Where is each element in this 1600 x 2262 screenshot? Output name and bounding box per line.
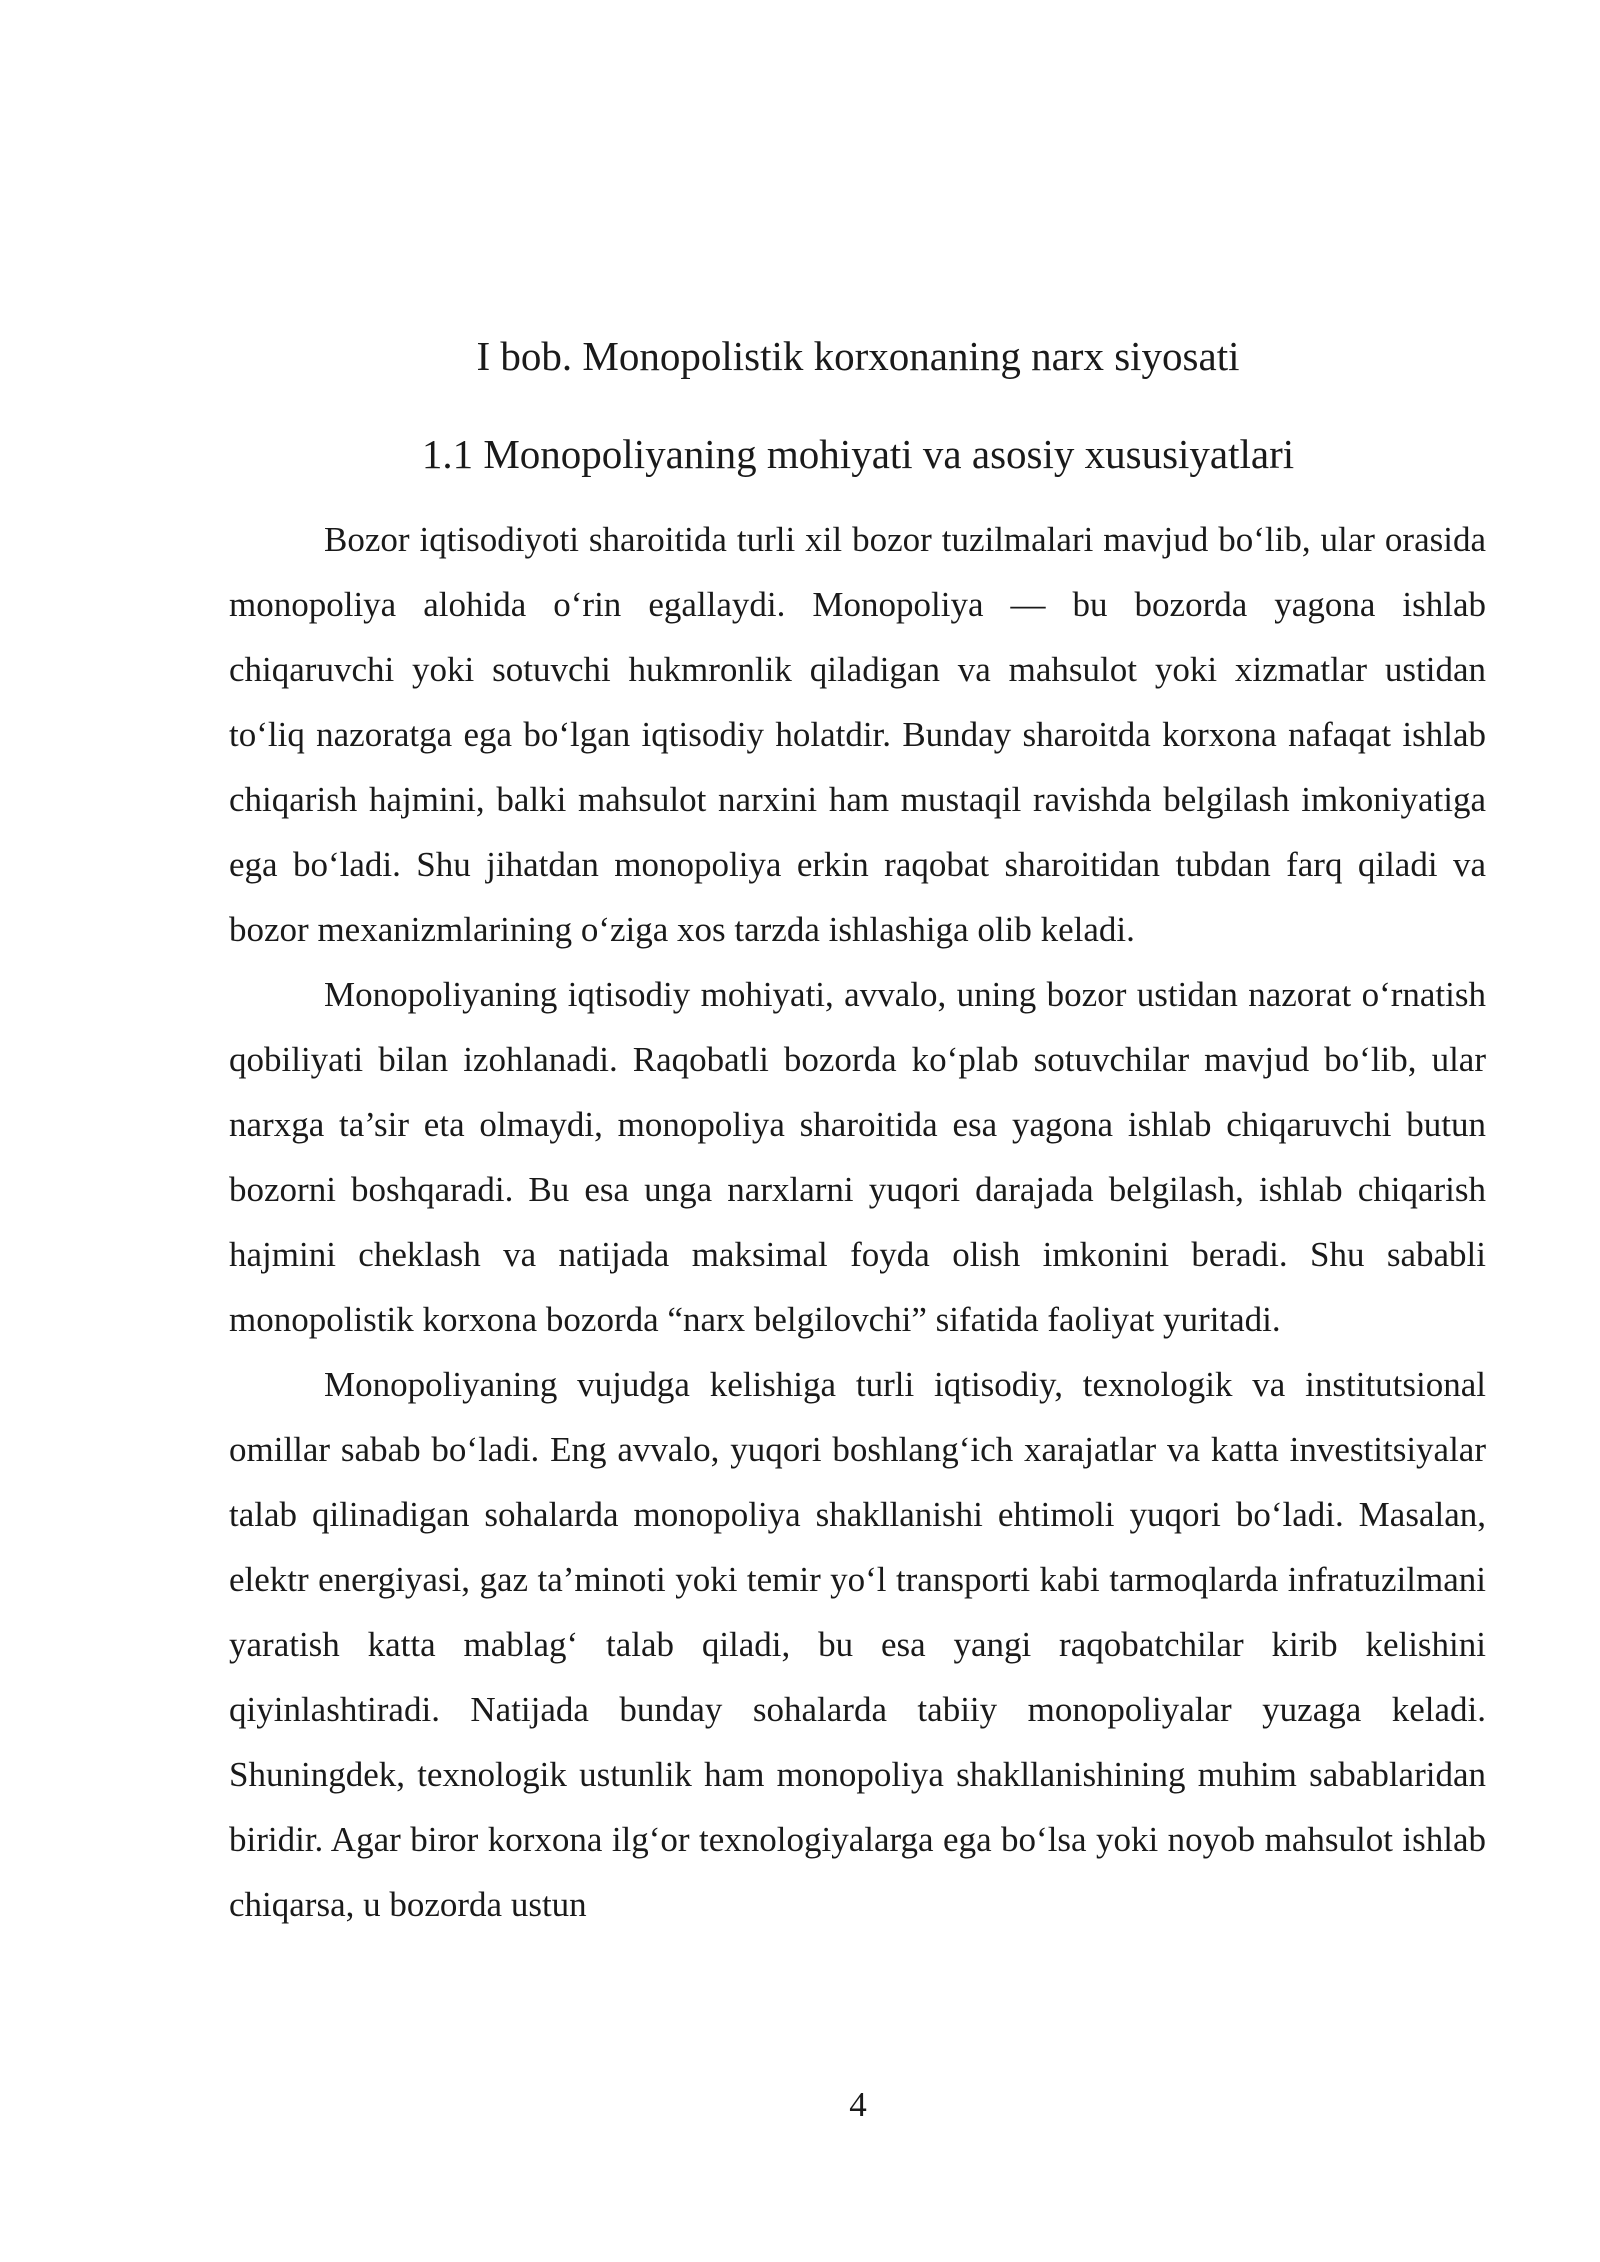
page-number: 4 xyxy=(849,2085,867,2124)
paragraph: Monopoliyaning iqtisodiy mohiyati, avvalo, uning bozor ustidan nazorat o‘rnatish qobiliyati bilan izohlanadi. Raqobatli bozorda ko‘plab sotuvchilar mavjud bo‘lib, ular narxga ta’sir eta olmaydi, monopoliya sharoitida esa yagona ishlab chiqaruvchi butun bozorni boshqaradi. Bu esa unga narxlarni yuqori darajada belgilash, ishlab chiqarish hajmini cheklash va natijada maksimal foyda olish imkonini beradi. Shu sababli monopolistik korxona bozorda “narx belgilovchi” sifatida faoliyat yuritadi. xyxy=(229,975,1486,1339)
paragraph: Monopoliyaning vujudga kelishiga turli iqtisodiy, texnologik va institutsional omillar sabab bo‘ladi. Eng avvalo, yuqori boshlang‘ich xarajatlar va katta investitsiyalar talab qilinadigan sohalarda monopoliya shakllanishi ehtimoli yuqori bo‘ladi. Masalan, elektr energiyasi, gaz ta’minoti yoki temir yo‘l transporti kabi tarmoqlarda infratuzilmani yaratish katta mablag‘ talab qiladi, bu esa yangi raqobatchilar kirib kelishini qiyinlashtiradi. Natijada bunday sohalarda tabiiy monopoliyalar yuzaga keladi. Shuningdek, texnologik ustunlik ham monopoliya shakllanishining muhim sabablaridan biridir. Agar biror korxona ilg‘or texnologiyalarga ega bo‘lsa yoki noyob mahsulot ishlab chiqarsa, u bozorda ustun xyxy=(229,1365,1486,1924)
body-text xyxy=(229,507,1486,1937)
section-title: 1.1 Monopoliyaning mohiyati va asosiy xususiyatlari xyxy=(421,431,1295,477)
chapter-title: I bob. Monopolistik korxonaning narx siyosati xyxy=(476,333,1240,379)
paragraph: Bozor iqtisodiyoti sharoitida turli xil bozor tuzilmalari mavjud bo‘lib, ular orasida monopoliya alohida o‘rin egallaydi. Monopoliya — bu bozorda yagona ishlab chiqaruvchi yoki sotuvchi hukmronlik qiladigan va mahsulot yoki xizmatlar ustidan to‘liq nazoratga ega bo‘lgan iqtisodiy holatdir. Bunday sharoitda korxona nafaqat ishlab chiqarish hajmini, balki mahsulot narxini ham mustaqil ravishda belgilash imkoniyatiga ega bo‘ladi. Shu jihatdan monopoliya erkin raqobat sharoitidan tubdan farq qiladi va bozor mexanizmlarining o‘ziga xos tarzda ishlashiga olib keladi. xyxy=(229,520,1486,949)
